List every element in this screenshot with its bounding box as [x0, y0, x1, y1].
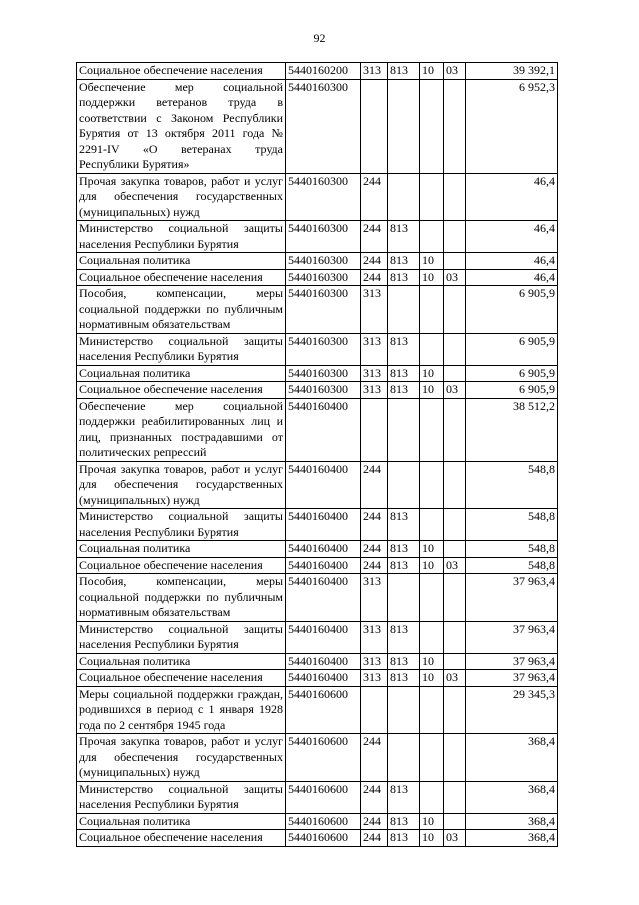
row-expense-type	[361, 79, 388, 173]
row-expense-type: 313	[361, 333, 388, 365]
row-name: Социальное обеспечение населения	[77, 382, 286, 399]
row-code: 5440160600	[286, 734, 361, 782]
table-row	[77, 574, 558, 622]
row-name: Министерство социальной защиты населения Республики Бурятия	[77, 221, 286, 253]
row-subsection: 03	[444, 830, 466, 847]
table-row	[77, 686, 558, 734]
row-code: 5440160300	[286, 365, 361, 382]
row-code: 5440160400	[286, 653, 361, 670]
row-amount: 39 392,1	[466, 63, 558, 80]
row-ministry-code	[388, 79, 420, 173]
row-section: 10	[420, 269, 444, 286]
row-code: 5440160300	[286, 253, 361, 270]
row-name: Социальная политика	[77, 253, 286, 270]
row-amount: 46,4	[466, 173, 558, 221]
row-amount: 6 952,3	[466, 79, 558, 173]
row-subsection	[444, 574, 466, 622]
row-name: Прочая закупка товаров, работ и услуг для обеспечения государственных (муниципальных) нужд	[77, 461, 286, 509]
row-expense-type: 244	[361, 541, 388, 558]
row-section	[420, 686, 444, 734]
row-ministry-code: 813	[388, 557, 420, 574]
row-section	[420, 286, 444, 334]
row-name: Социальная политика	[77, 365, 286, 382]
row-ministry-code: 813	[388, 830, 420, 847]
table-row	[77, 269, 558, 286]
table-row	[77, 173, 558, 221]
row-ministry-code: 813	[388, 541, 420, 558]
row-subsection	[444, 734, 466, 782]
table-row	[77, 63, 558, 80]
row-ministry-code	[388, 461, 420, 509]
row-ministry-code: 813	[388, 269, 420, 286]
row-amount: 368,4	[466, 813, 558, 830]
row-ministry-code: 813	[388, 670, 420, 687]
row-subsection	[444, 365, 466, 382]
row-amount: 368,4	[466, 781, 558, 813]
row-code: 5440160400	[286, 509, 361, 541]
row-amount: 548,8	[466, 461, 558, 509]
table-row	[77, 781, 558, 813]
row-expense-type	[361, 686, 388, 734]
row-code: 5440160400	[286, 574, 361, 622]
row-name: Обеспечение мер социальной поддержки ветеранов труда в соответствии с Законом Республики Бурятия от 13 октября 2011 года № 2291-IV «О ветеранах труда Республики Бурятия»	[77, 79, 286, 173]
row-section	[420, 173, 444, 221]
row-section: 10	[420, 63, 444, 80]
row-name: Социальное обеспечение населения	[77, 269, 286, 286]
row-name: Социальная политика	[77, 653, 286, 670]
row-code: 5440160300	[286, 333, 361, 365]
row-ministry-code: 813	[388, 63, 420, 80]
row-amount: 548,8	[466, 557, 558, 574]
row-code: 5440160600	[286, 781, 361, 813]
row-ministry-code	[388, 173, 420, 221]
row-subsection	[444, 173, 466, 221]
row-section: 10	[420, 365, 444, 382]
row-code: 5440160200	[286, 63, 361, 80]
row-expense-type: 244	[361, 813, 388, 830]
row-subsection	[444, 621, 466, 653]
row-subsection	[444, 653, 466, 670]
row-ministry-code: 813	[388, 621, 420, 653]
row-expense-type: 313	[361, 621, 388, 653]
row-expense-type: 313	[361, 63, 388, 80]
row-amount: 548,8	[466, 541, 558, 558]
row-ministry-code: 813	[388, 333, 420, 365]
row-subsection	[444, 286, 466, 334]
row-amount: 548,8	[466, 509, 558, 541]
table-row	[77, 557, 558, 574]
row-code: 5440160400	[286, 541, 361, 558]
table-row	[77, 653, 558, 670]
row-code: 5440160400	[286, 670, 361, 687]
row-expense-type: 313	[361, 670, 388, 687]
row-amount: 368,4	[466, 734, 558, 782]
row-subsection: 03	[444, 557, 466, 574]
row-section: 10	[420, 382, 444, 399]
row-subsection	[444, 781, 466, 813]
row-name: Меры социальной поддержки граждан, родившихся в период с 1 января 1928 года по 2 сентября 1945 года	[77, 686, 286, 734]
row-code: 5440160300	[286, 382, 361, 399]
row-code: 5440160600	[286, 830, 361, 847]
row-expense-type: 244	[361, 830, 388, 847]
row-subsection: 03	[444, 670, 466, 687]
row-code: 5440160400	[286, 461, 361, 509]
table-row	[77, 621, 558, 653]
row-name: Социальное обеспечение населения	[77, 670, 286, 687]
table-row	[77, 382, 558, 399]
table-row	[77, 333, 558, 365]
budget-table	[76, 62, 558, 847]
row-amount: 6 905,9	[466, 286, 558, 334]
row-section: 10	[420, 653, 444, 670]
row-code: 5440160300	[286, 221, 361, 253]
row-ministry-code: 813	[388, 653, 420, 670]
row-name: Пособия, компенсации, меры социальной поддержки по публичным нормативным обязательствам	[77, 286, 286, 334]
row-expense-type: 244	[361, 269, 388, 286]
row-ministry-code	[388, 398, 420, 461]
row-subsection: 03	[444, 63, 466, 80]
row-expense-type: 244	[361, 734, 388, 782]
row-section	[420, 461, 444, 509]
row-expense-type: 244	[361, 557, 388, 574]
row-code: 5440160400	[286, 557, 361, 574]
row-expense-type: 313	[361, 653, 388, 670]
row-amount: 37 963,4	[466, 653, 558, 670]
row-name: Социальная политика	[77, 541, 286, 558]
row-code: 5440160400	[286, 621, 361, 653]
row-name: Обеспечение мер социальной поддержки реабилитированных лиц и лиц, признанных пострадавшими от политических репрессий	[77, 398, 286, 461]
row-ministry-code: 813	[388, 781, 420, 813]
row-amount: 37 963,4	[466, 621, 558, 653]
row-section: 10	[420, 541, 444, 558]
row-subsection	[444, 509, 466, 541]
budget-table-body	[77, 63, 558, 847]
row-name: Министерство социальной защиты населения Республики Бурятия	[77, 781, 286, 813]
row-name: Пособия, компенсации, меры социальной поддержки по публичным нормативным обязательствам	[77, 574, 286, 622]
row-expense-type: 244	[361, 461, 388, 509]
row-expense-type: 244	[361, 173, 388, 221]
row-section	[420, 509, 444, 541]
table-row	[77, 509, 558, 541]
row-subsection	[444, 686, 466, 734]
row-section: 10	[420, 557, 444, 574]
table-row	[77, 79, 558, 173]
row-amount: 38 512,2	[466, 398, 558, 461]
row-expense-type: 244	[361, 221, 388, 253]
row-amount: 6 905,9	[466, 365, 558, 382]
table-row	[77, 541, 558, 558]
row-ministry-code: 813	[388, 221, 420, 253]
row-subsection	[444, 813, 466, 830]
row-ministry-code: 813	[388, 382, 420, 399]
row-code: 5440160600	[286, 813, 361, 830]
row-subsection: 03	[444, 382, 466, 399]
row-amount: 37 963,4	[466, 670, 558, 687]
row-name: Министерство социальной защиты населения Республики Бурятия	[77, 621, 286, 653]
row-subsection	[444, 221, 466, 253]
row-amount: 46,4	[466, 221, 558, 253]
row-name: Прочая закупка товаров, работ и услуг для обеспечения государственных (муниципальных) нужд	[77, 734, 286, 782]
table-row	[77, 365, 558, 382]
row-subsection: 03	[444, 269, 466, 286]
table-row	[77, 670, 558, 687]
row-section	[420, 621, 444, 653]
table-row	[77, 398, 558, 461]
row-expense-type: 244	[361, 509, 388, 541]
row-code: 5440160600	[286, 686, 361, 734]
row-subsection	[444, 333, 466, 365]
row-amount: 29 345,3	[466, 686, 558, 734]
row-subsection	[444, 253, 466, 270]
row-code: 5440160400	[286, 398, 361, 461]
row-name: Министерство социальной защиты населения Республики Бурятия	[77, 333, 286, 365]
row-name: Прочая закупка товаров, работ и услуг для обеспечения государственных (муниципальных) нужд	[77, 173, 286, 221]
row-ministry-code	[388, 286, 420, 334]
row-section	[420, 734, 444, 782]
row-section	[420, 79, 444, 173]
row-ministry-code: 813	[388, 365, 420, 382]
row-expense-type: 313	[361, 286, 388, 334]
row-ministry-code: 813	[388, 509, 420, 541]
table-row	[77, 461, 558, 509]
row-ministry-code	[388, 734, 420, 782]
row-expense-type: 244	[361, 253, 388, 270]
row-ministry-code	[388, 686, 420, 734]
row-amount: 46,4	[466, 253, 558, 270]
row-code: 5440160300	[286, 269, 361, 286]
row-amount: 46,4	[466, 269, 558, 286]
table-row	[77, 286, 558, 334]
row-expense-type: 313	[361, 382, 388, 399]
row-subsection	[444, 398, 466, 461]
page-number: 92	[313, 31, 326, 45]
row-section: 10	[420, 813, 444, 830]
row-name: Социальное обеспечение населения	[77, 63, 286, 80]
row-amount: 37 963,4	[466, 574, 558, 622]
row-section: 10	[420, 670, 444, 687]
row-expense-type: 313	[361, 574, 388, 622]
table-row	[77, 734, 558, 782]
row-section	[420, 574, 444, 622]
row-subsection	[444, 541, 466, 558]
row-code: 5440160300	[286, 286, 361, 334]
row-section	[420, 221, 444, 253]
row-amount: 6 905,9	[466, 382, 558, 399]
row-ministry-code: 813	[388, 813, 420, 830]
row-amount: 368,4	[466, 830, 558, 847]
row-subsection	[444, 79, 466, 173]
table-row	[77, 253, 558, 270]
row-name: Социальное обеспечение населения	[77, 557, 286, 574]
row-section	[420, 781, 444, 813]
row-section	[420, 398, 444, 461]
row-expense-type	[361, 398, 388, 461]
row-name: Социальное обеспечение населения	[77, 830, 286, 847]
table-row	[77, 830, 558, 847]
row-ministry-code: 813	[388, 253, 420, 270]
row-ministry-code	[388, 574, 420, 622]
row-name: Социальная политика	[77, 813, 286, 830]
row-code: 5440160300	[286, 173, 361, 221]
row-expense-type: 244	[361, 781, 388, 813]
table-row	[77, 221, 558, 253]
row-expense-type: 313	[361, 365, 388, 382]
row-code: 5440160300	[286, 79, 361, 173]
row-section	[420, 333, 444, 365]
row-amount: 6 905,9	[466, 333, 558, 365]
table-row	[77, 813, 558, 830]
row-section: 10	[420, 253, 444, 270]
row-section: 10	[420, 830, 444, 847]
row-subsection	[444, 461, 466, 509]
row-name: Министерство социальной защиты населения Республики Бурятия	[77, 509, 286, 541]
